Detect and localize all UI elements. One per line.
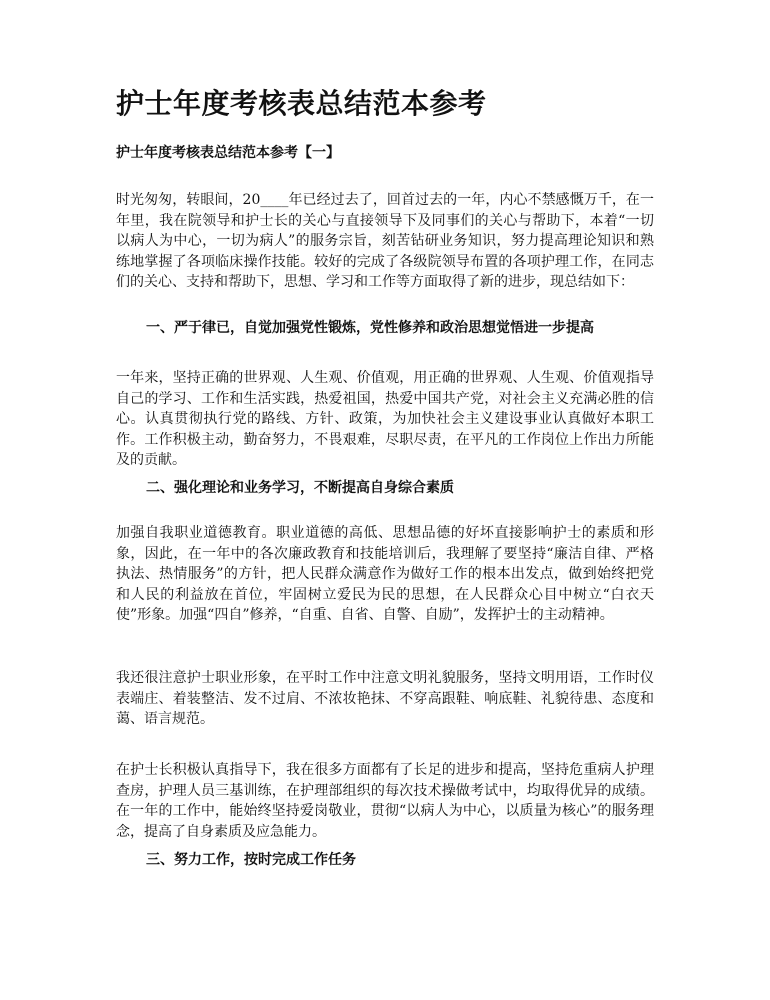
document-subtitle: 护士年度考核表总结范本参考【一】	[116, 145, 340, 161]
section-2-paragraph-1: 加强自我职业道德教育。职业道德的高低、思想品德的好坏直接影响护士的素质和形象，因此，在一年中的各次廉政教育和技能培训后，我理解了要坚持“廉洁自律、严格执法、热情服务”的方针，把人民群众满意作为做好工作的根本出发点，做到始终把党和人民的利益放在首位，牢固树立爱民为民的思想，在人民群众心目中树立“白衣天使”形象。加强“四自”修养，“自重、自省、自警、自励”，发挥护士的主动精神。	[116, 525, 654, 624]
section-2-paragraph-3: 在护士长积极认真指导下，我在很多方面都有了长足的进步和提高，坚持危重病人护理查房，护理人员三基训练，在护理部组织的每次技术操做考试中，均取得优异的成绩。在一年的工作中，能始终坚持爱岗敬业，贯彻“以病人为中心，以质量为核心”的服务理念，提高了自身素质及应急能力。	[116, 762, 654, 840]
document-title: 护士年度考核表总结范本参考	[116, 87, 487, 120]
section-heading-1: 一、严于律已，自觉加强党性锻炼，党性修养和政治思想觉悟进一步提高	[146, 320, 594, 336]
intro-paragraph: 时光匆匆，转眼间，20____年已经过去了，回首过去的一年，内心不禁感慨万千，在一年里，我在院领导和护士长的关心与直接领导下及同事们的关心与帮助下，本着“一切以病人为中心，一切为病人”的服务宗旨，刻苦钻研业务知识，努力提高理论知识和熟练地掌握了各项临床操作技能。较好的完成了各级院领导布置的各项护理工作，在同志们的关心、支持和帮助下，思想、学习和工作等方面取得了新的进步，现总结如下：	[116, 192, 654, 291]
section-1-paragraph: 一年来，坚持正确的世界观、人生观、价值观，用正确的世界观、人生观、价值观指导自己的学习、工作和生活实践，热爱祖国，热爱中国共产党，对社会主义充满必胜的信心。认真贯彻执行党的路线、方针、政策，为加快社会主义建设事业认真做好本职工作。工作积极主动，勤奋努力，不畏艰难，尽职尽责，在平凡的工作岗位上作出力所能及的贡献。	[116, 370, 654, 469]
section-heading-2: 二、强化理论和业务学习，不断提高自身综合素质	[146, 480, 454, 496]
section-2-paragraph-2: 我还很注意护士职业形象，在平时工作中注意文明礼貌服务，坚持文明用语，工作时仪表端庄、着装整洁、发不过肩、不浓妆艳抹、不穿高跟鞋、响底鞋、礼貌待患、态度和蔼、语言规范。	[116, 670, 654, 728]
section-heading-3: 三、努力工作，按时完成工作任务	[146, 852, 356, 868]
